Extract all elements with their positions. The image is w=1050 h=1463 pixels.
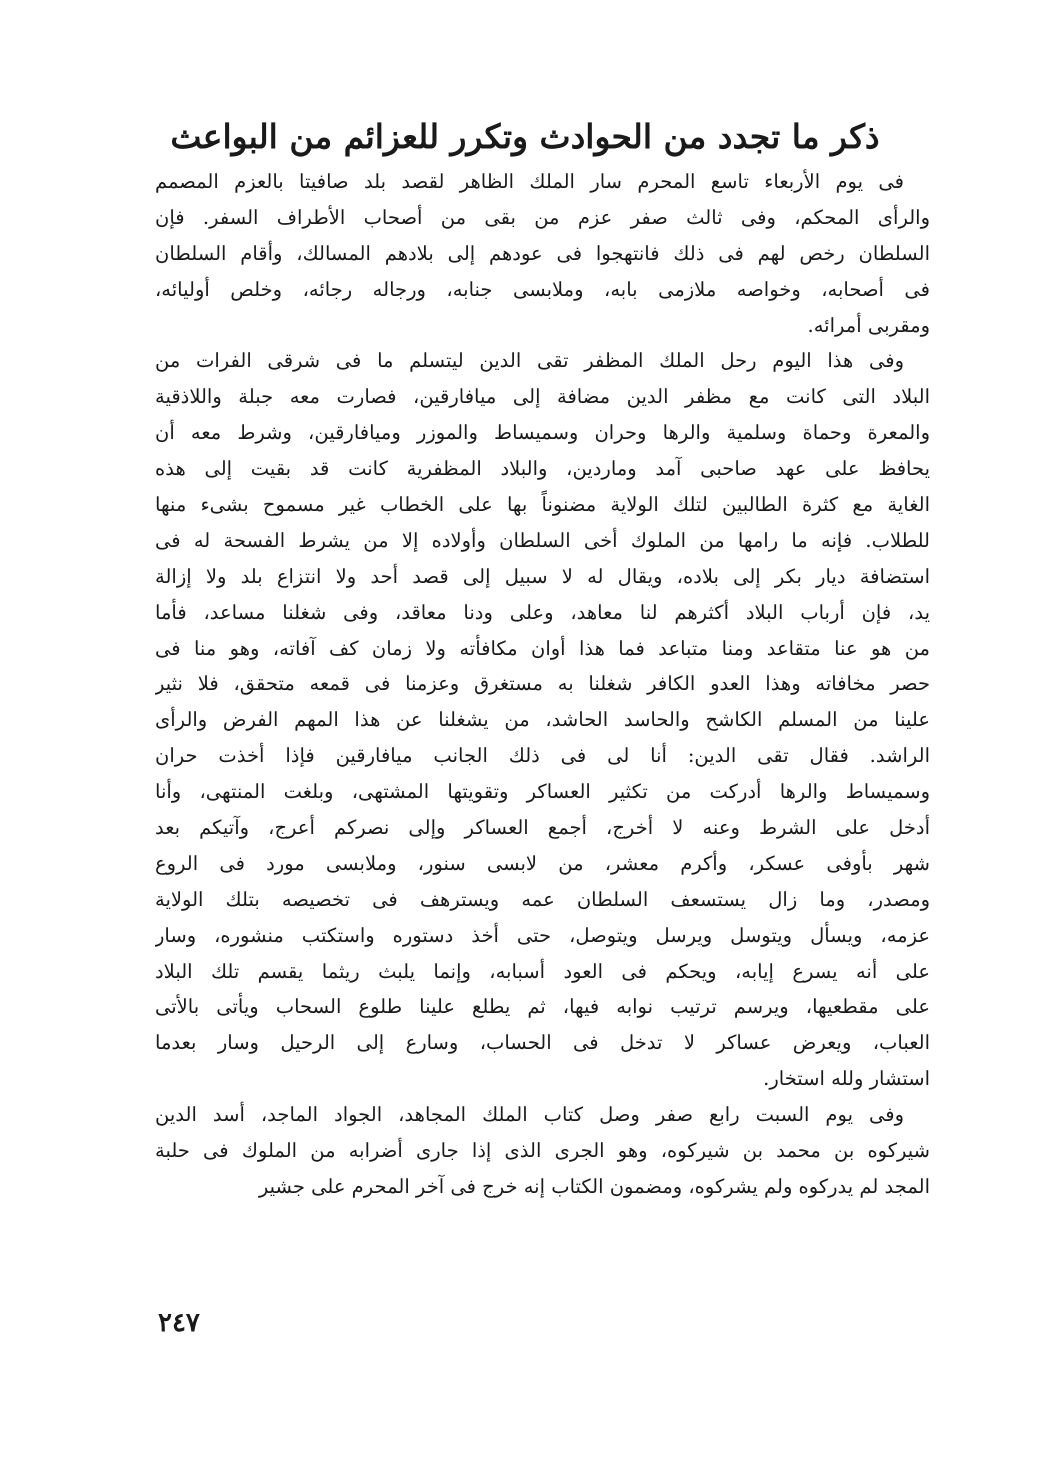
text-line: فى أصحابه، وخواصه ملازمى بابه، وملابسى جنابه، ورجاله رجائه، وخلص أوليائه، [155,277,930,301]
text-line: وفى هذا اليوم رحل الملك المظفر تقى الدين ليتسلم ما فى شرقى الفرات من [155,349,904,373]
text-line: والمعرة وحماة وسلمية والرها وحران وسميساط والموزر وميافارقين، وشرط معه أن [155,421,930,445]
text-line: المجد لم يدركوه ولم يشركوه، ومضمون الكتاب إنه خرج فى آخر المحرم على جشير [258,1174,930,1198]
paragraph [155,343,930,1097]
text-line: البلاد التى كانت مع مظفر الدين مضافة إلى ميافارقين، فصارت معه جبلة واللاذقية [155,385,930,409]
text-line: وفى يوم السبت رابع صفر وصل كتاب الملك المجاهد، الجواد الماجد، أسد الدين [155,1103,904,1127]
text-line: يد، فإن أرباب البلاد أكثرهم لنا معاهد، وعلى ودنا معاقد، وفى شغلنا مساعد، فأما [155,600,930,624]
text-line: استشار ولله استخار. [763,1067,930,1091]
text-line: الغاية مع كثرة الطالبين لتلك الولاية مضنوناً بها على الخطاب غير مسموح بشىء منها [155,493,930,517]
text-line: أدخل على الشرط وعنه لا أخرج، أجمع العساكر وإلى نصركم أعرج، وآتيكم بعد [155,816,930,840]
text-line: علينا من المسلم الكاشح والحاسد الحاشد، من يشغلنا عن هذا المهم الفرض والرأى [155,708,930,732]
text-line: ومصدر، وما زال يستسعف السلطان عمه ويسترهف فى تخصيصه بتلك الولاية [155,887,930,911]
text-line: ومقربى أمرائه. [807,313,930,337]
text-line: فى يوم الأربعاء تاسع المحرم سار الملك الظاهر لقصد بلد صافيتا بالعزم المصمم [155,170,904,193]
text-line: شهر بأوفى عسكر، وأكرم معشر، من لابسى سنور، وملابسى مورد فى الروع [155,851,930,875]
page-title: ذكر ما تجدد من الحوادث وتكرر للعزائم من البواعث [170,117,880,156]
text-line: عزمه، ويسأل ويتوسل ويرسل ويتوصل، حتى أخذ دستوره واستكتب منشوره، وسار [155,923,930,947]
text-line: على مقطعيها، ويرسم ترتيب نوابه فيها، ثم يطلع علينا طلوع السحاب ويأتى بالأتى [155,995,930,1019]
text-line: السلطان رخص لهم فى ذلك فانتهجوا فى عودهم إلى بلادهم المسالك، وأقام السلطان [155,241,930,265]
text-line: وسميساط والرها أدركت من تكثير العساكر وتقويتها المشتهى، وبلغت المنتهى، وأنا [155,780,930,804]
text-line: والرأى المحكم، وفى ثالث صفر عزم من بقى من أصحاب الأطراف السفر. فإن [155,205,930,229]
text-line: على أنه يسرع إيابه، ويحكم فى العود أسبابه، وإنما يلبث ريثما يقسم تلك البلاد [155,959,930,983]
paragraph [155,164,930,343]
text-line: العباب، ويعرض عساكر لا تدخل فى الحساب، وسارع إلى الرحيل وسار بعدما [155,1031,930,1055]
text-line: حصر مخافاته وهذا العدو الكافر شغلنا به مستغرق وعزمنا فى قمعه متحقق، فلا نثير [155,672,930,696]
text-line: استضافة ديار بكر إلى بلاده، ويقال له لا سبيل إلى قصد أحد ولا انتزاع بلد ولا إزالة [155,564,930,588]
paragraph [155,1097,930,1205]
text-line: من هو عنا متقاعد ومنا متباعد فما هذا أوان مكافأته ولا زمان كف آفاته، وهو منا فى [155,636,930,660]
body-text [155,164,930,1205]
text-line: للطلاب. فإنه ما رامها من الملوك أخى السلطان وأولاده إلا من يشرط الفسحة له فى [155,528,930,552]
text-line: يحافظ على عهد صاحبى آمد وماردين، والبلاد المظفرية كانت قد بقيت إلى هذه [155,457,930,481]
text-line: الراشد. فقال تقى الدين: أنا لى فى ذلك الجانب ميافارقين فإذا أخذت حران [155,744,930,768]
page-number: ٢٤٧ [158,1308,200,1338]
text-line: شيركوه بن محمد بن شيركوه، وهو الجرى الذى إذا جارى أضرابه من الملوك فى حلبة [155,1139,930,1163]
